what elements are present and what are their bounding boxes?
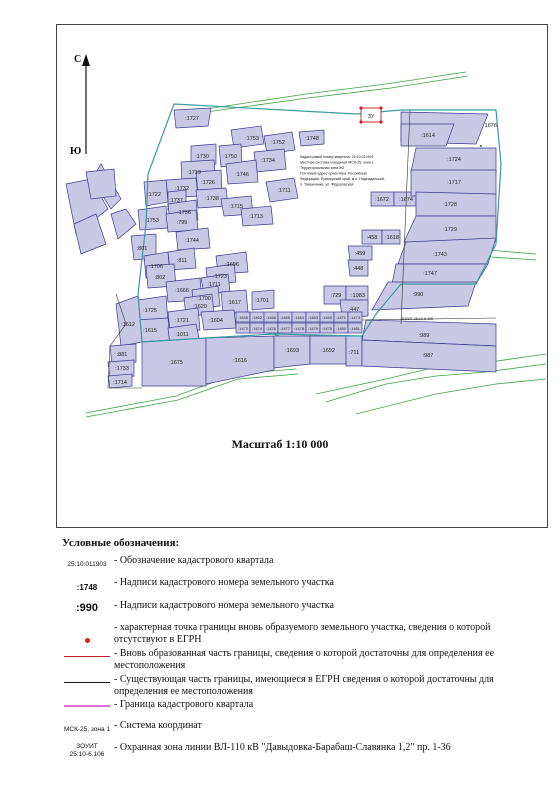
plot-label: :801 xyxy=(136,246,148,252)
legend-row xyxy=(62,600,538,620)
new-point xyxy=(359,106,362,109)
legend-symbol-new-line xyxy=(62,656,112,657)
row-plot-label: :1475 xyxy=(321,326,333,331)
new-point xyxy=(379,120,382,123)
legend-title: Условные обозначения: xyxy=(62,537,180,549)
plot-shape xyxy=(116,296,142,346)
red-point-icon xyxy=(85,638,90,643)
plot-label: :1753 xyxy=(245,136,259,142)
legend-symbol-quarter-line xyxy=(62,705,112,707)
info-line: Федерация, Приморский край, м.о. Надеждинский, xyxy=(300,177,385,181)
row-plot-label: :1462 xyxy=(251,315,263,320)
north-label: С xyxy=(74,54,82,65)
row-plots-top xyxy=(236,312,362,322)
row-plot-label: :1464 xyxy=(293,315,305,320)
plot-label: :1618 xyxy=(385,235,399,241)
plot-label: :1733 xyxy=(115,366,129,372)
plot-label: :1011 xyxy=(175,332,189,338)
row-plot-label: :1479 xyxy=(307,326,319,331)
plot-shape xyxy=(392,264,488,284)
plot-label: :811 xyxy=(176,258,188,264)
legend-row xyxy=(62,720,538,740)
plot-shape xyxy=(111,209,136,239)
plot-label: :1736 xyxy=(177,210,191,216)
row-plot-label: :1476 xyxy=(265,326,277,331)
legend-text: - Обозначение кадастрового квартала xyxy=(114,555,274,566)
arrow-head xyxy=(82,54,90,66)
plot-label: :1612 xyxy=(121,322,135,328)
plot-label: :1714 xyxy=(113,380,127,386)
plot-label: :1666 xyxy=(175,288,189,294)
plot-label: :1725 xyxy=(143,308,157,314)
plot-label: :1732 xyxy=(175,186,189,192)
plot-label: :1750 xyxy=(223,154,237,160)
plot-label: :1727 xyxy=(185,116,199,122)
legend-text: - Граница кадастрового квартала xyxy=(114,699,254,710)
plot-label: :1711 xyxy=(207,282,221,288)
plot-label: :1615 xyxy=(143,328,157,334)
plot-label: :1616 xyxy=(233,358,247,364)
plot-label: :1620 xyxy=(193,304,207,310)
plot-label: :1696 xyxy=(225,262,239,268)
new-point xyxy=(359,120,362,123)
plot-label: :1713 xyxy=(249,214,263,220)
plot-label: :1719 xyxy=(187,170,201,176)
red-line-icon xyxy=(64,656,110,657)
legend-symbol-point xyxy=(62,630,112,648)
legend-text: - Система координат xyxy=(114,720,202,731)
plot-label: :1746 xyxy=(235,172,249,178)
plot-label: :1729 xyxy=(443,227,457,233)
legend-symbol-quarter: 25:10:011903 xyxy=(67,561,107,568)
row-plot-label: :1478 xyxy=(293,326,305,331)
zone-symbol-line1: ЗОУИТ xyxy=(76,743,98,750)
legend-symbol-big-plot: :990 xyxy=(75,602,99,614)
plot-label: :1728 xyxy=(443,202,457,208)
plot-label: :458 xyxy=(366,235,378,241)
plot-label: :1711 xyxy=(277,188,291,194)
plot-label: :987 xyxy=(422,353,434,359)
plot-label: :711 xyxy=(348,350,360,356)
south-label: Ю xyxy=(70,146,82,157)
plot-label: :1617 xyxy=(227,300,241,306)
row-plot-label: :1472 xyxy=(237,326,249,331)
info-line: Местная система координат МСК-25, зона 1 xyxy=(300,160,374,165)
info-line: п. Тавричанка, ул. Фёдоровская xyxy=(300,182,354,187)
plot-shape xyxy=(86,169,116,199)
legend-symbol-zone xyxy=(62,743,112,759)
plot-label: :1083 xyxy=(351,293,365,299)
plot-label: :1752 xyxy=(271,140,285,146)
row-plot-label: :1477 xyxy=(279,326,291,331)
zone-symbol-line2: 25:10-6.106 xyxy=(69,751,105,758)
row-plot-label: :1481 xyxy=(349,326,361,331)
plot-label: :447 xyxy=(348,307,360,313)
new-point xyxy=(379,106,382,109)
plot-label: :802 xyxy=(154,275,166,281)
plot-label: :1674 xyxy=(399,197,413,203)
legend-symbol-small-plot: :1748 xyxy=(76,583,98,592)
legend-text: - Надписи кадастрового номера земельного участка xyxy=(114,577,334,588)
plot-label: :459 xyxy=(354,251,366,257)
green-dot xyxy=(480,145,482,147)
plot-label: :1604 xyxy=(209,318,223,324)
plot-label: :1734 xyxy=(261,158,275,164)
legend-symbol-crs: МСК-25, зона 1 xyxy=(63,726,111,733)
zone-label: ЗОУИТ 25:10-6.106 xyxy=(401,317,434,321)
plot-label: :1748 xyxy=(305,136,319,142)
legend-row xyxy=(62,648,538,672)
plots xyxy=(66,108,496,388)
row-plot-label: :1465 xyxy=(279,315,291,320)
plot-label: :1753 xyxy=(145,218,159,224)
legend-text: - характерная точка границы вновь образуемого земельного участка, сведения о которой отсутствуют в ЕГРН xyxy=(114,622,491,645)
row-plot-label: :1471 xyxy=(335,315,347,320)
plot-label: :1700 xyxy=(197,296,211,302)
plot-label: :989 xyxy=(418,333,430,339)
row-plot-label: :1474 xyxy=(251,326,263,331)
plot-label: :799 xyxy=(176,220,188,226)
row-plot-label: :1469 xyxy=(321,315,333,320)
plot-label: :1693 xyxy=(285,348,299,354)
legend-row xyxy=(62,577,538,597)
plot-label: :1676 xyxy=(483,123,497,129)
plot-shape xyxy=(398,238,496,264)
legend-row xyxy=(62,674,538,698)
plot-label: :1726 xyxy=(201,180,215,186)
legend-text: - Вновь образованная часть границы, сведения о которой достаточны для определения ее местоположения xyxy=(114,648,495,671)
plot-label: :1721 xyxy=(175,318,189,324)
plot-label: :1614 xyxy=(421,133,435,139)
plot-label: :1744 xyxy=(185,238,199,244)
black-line-icon xyxy=(64,682,110,683)
info-block xyxy=(300,155,385,187)
plot-label: :448 xyxy=(352,266,364,272)
row-plot-label: :1466 xyxy=(265,315,277,320)
legend-row xyxy=(62,699,538,719)
scale-text: Масштаб 1:10 000 xyxy=(231,437,329,451)
legend-text: - Существующая часть границы, имеющиеся в ЕГРН сведения о которой достаточны для определения ее местоположения xyxy=(114,674,494,697)
row-plots-bottom xyxy=(236,323,362,333)
plot-shape xyxy=(372,282,476,310)
row-plot-label: :1463 xyxy=(307,315,319,320)
plot-label: :1701 xyxy=(255,298,269,304)
pink-line-icon xyxy=(64,705,110,707)
plot-label: :1747 xyxy=(423,271,437,277)
info-line: Территориальная зона Ж2 xyxy=(300,166,345,170)
plot-label: :1706 xyxy=(149,264,163,270)
legend-text: - Надписи кадастрового номера земельного участка xyxy=(114,600,334,611)
plot-label: :729 xyxy=(330,293,342,299)
plot-label: :1675 xyxy=(169,360,183,366)
plot-label: :881 xyxy=(116,352,128,358)
info-line: Почтовый адрес ориентира: Российская xyxy=(300,171,368,176)
plot-label: :1724 xyxy=(447,157,461,163)
legend-symbol-existing-line xyxy=(62,682,112,683)
row-plot-label: :1473 xyxy=(349,315,361,320)
north-arrow xyxy=(70,54,90,157)
legend-row xyxy=(62,742,538,766)
cadastral-map xyxy=(56,24,548,428)
plot-label: :1730 xyxy=(195,154,209,160)
plot-label: :1738 xyxy=(205,196,219,202)
legend-row xyxy=(62,622,538,646)
row-plot-label: :1646 xyxy=(237,315,249,320)
plot-label: :1722 xyxy=(147,192,161,198)
plot-label: :1672 xyxy=(375,197,389,203)
plot-label: :1743 xyxy=(433,252,447,258)
plot-label: :990 xyxy=(412,292,424,298)
legend-text: - Охранная зона линии ВЛ-110 кВ "Давыдовка-Барабаш-Славянка 1,2" пр. 1-36 xyxy=(114,742,451,753)
plot-label: :1737 xyxy=(169,198,183,204)
plot-label: :1717 xyxy=(447,180,461,186)
info-line: Кадастровый номер квартала: 25:10:011903 xyxy=(300,155,374,159)
zu-label: ЗУ xyxy=(367,114,375,120)
plot-label: :1723 xyxy=(213,274,227,280)
row-plot-label: :1480 xyxy=(335,326,347,331)
plot-label: :1715 xyxy=(229,204,243,210)
plot-label: :1692 xyxy=(321,348,335,354)
legend-row xyxy=(62,555,538,575)
